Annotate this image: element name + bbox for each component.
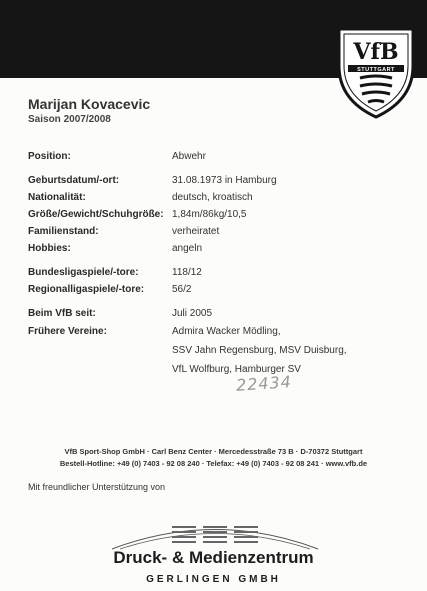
field-label: Größe/Gewicht/Schuhgröße: (28, 209, 164, 220)
sponsor-subtitle: GERLINGEN GMBH (146, 574, 281, 585)
vfb-crest-logo (336, 26, 416, 120)
sponsor-name: Druck- & Medienzentrum (113, 548, 314, 567)
season-label: Saison 2007/2008 (28, 114, 111, 125)
field-value: 1,84m/86kg/10,5 (172, 209, 247, 220)
field-value: Admira Wacker Mödling, (172, 326, 281, 337)
field-value: VfL Wolfburg, Hamburger SV (172, 364, 301, 375)
field-value: 31.08.1973 in Hamburg (172, 175, 277, 186)
field-value: angeln (172, 243, 203, 254)
crest-city: STUTTGART (357, 67, 395, 73)
field-value: Juli 2005 (172, 308, 213, 319)
field-label: Beim VfB seit: (28, 308, 96, 319)
handwritten-number: 22434 (235, 372, 293, 395)
contact-hotline: Bestell-Hotline: +49 (0) 7403 - 92 08 240 · Telefax: +49 (0) 7403 - 92 08 241 · www.vfb.de (59, 459, 368, 468)
crest-letters: VfB (353, 39, 399, 65)
field-value: verheiratet (172, 226, 220, 237)
contact-address: VfB Sport-Shop GmbH · Carl Benz Center · Mercedesstraße 73 B · D-70372 Stuttgart (64, 447, 363, 456)
sponsor-logo-graphic (110, 516, 320, 550)
field-value: 118/12 (172, 267, 202, 278)
support-text: Mit freundlicher Unterstützung von (28, 482, 166, 492)
field-label: Geburtsdatum/-ort: (28, 175, 120, 186)
field-value: 56/2 (172, 284, 192, 295)
field-label: Familienstand: (28, 226, 99, 237)
field-label: Frühere Vereine: (28, 326, 107, 337)
field-label: Hobbies: (28, 243, 71, 254)
player-name: Marijan Kovacevic (28, 96, 151, 112)
field-label: Nationalität: (28, 192, 86, 203)
field-value: deutsch, kroatisch (172, 192, 253, 203)
field-value: Abwehr (172, 151, 206, 162)
field-label: Bundesligaspiele/-tore: (28, 267, 139, 278)
field-label: Regionalligaspiele/-tore: (28, 284, 145, 295)
field-value: SSV Jahn Regensburg, MSV Duisburg, (172, 345, 347, 356)
field-label: Position: (28, 151, 71, 162)
